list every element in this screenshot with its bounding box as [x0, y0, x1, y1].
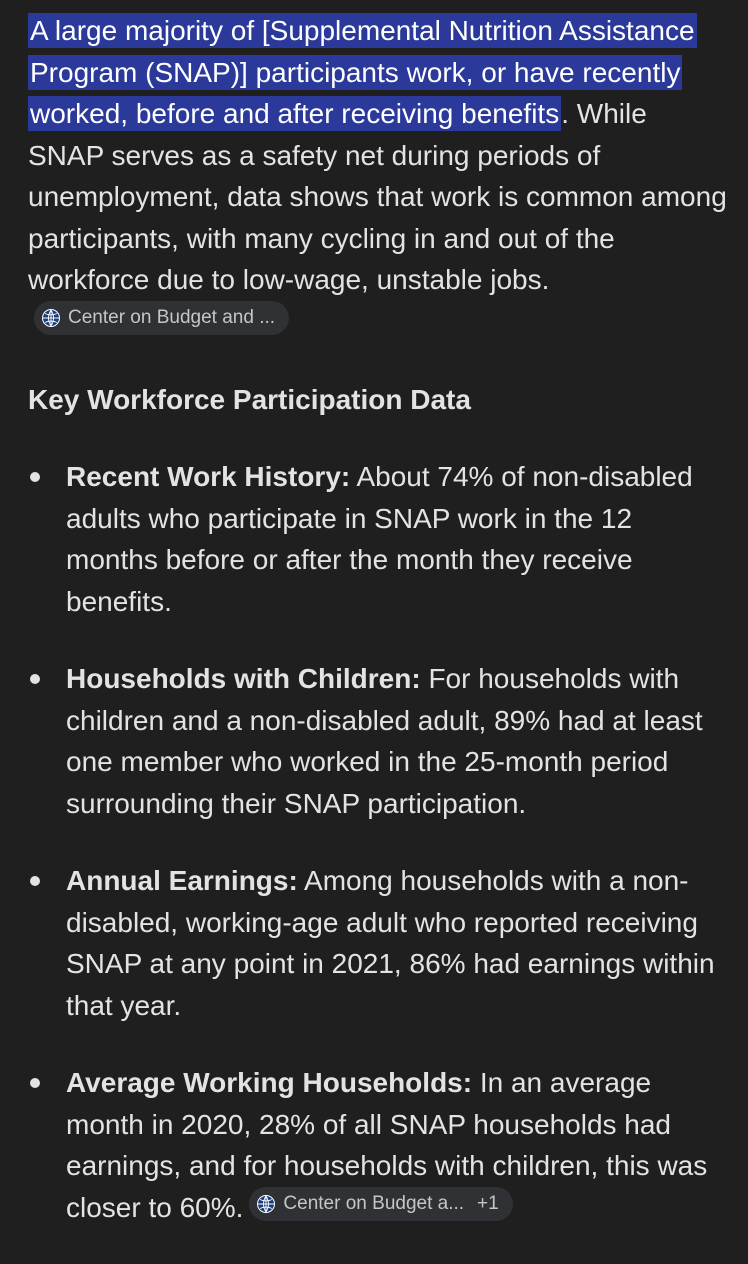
bullet-dot [30, 674, 40, 684]
response-body [28, 10, 728, 1264]
bullet-term: Households with Children: [66, 663, 421, 694]
citation-count: +1 [477, 1192, 499, 1214]
highlighted-text[interactable]: A large majority of [Supplemental Nutrition Assistance Program (SNAP)] participants work, or have recently worked, before and after receiving benefits [30, 15, 695, 129]
list-item [28, 658, 728, 824]
bullet-text: For households with children and a non-disabled adult, 89% had at least one member who worked in the 25-month period surrounding their SNAP participation. [66, 663, 703, 819]
bullet-dot [30, 1078, 40, 1088]
bullet-dot [30, 876, 40, 886]
bullet-term: Annual Earnings: [66, 865, 298, 896]
bullet-text: Among households with a non-disabled, working-age adult who reported receiving SNAP at any point in 2021, 86% had earnings within that year. [66, 865, 715, 1021]
citation-label: Center on Budget and ... [68, 306, 276, 328]
list-item [28, 456, 728, 622]
bullet-term: Recent Work History: [66, 461, 351, 492]
citation-label: Center on Budget a... [283, 1192, 465, 1214]
bullet-term: Average Working Households: [66, 1067, 473, 1098]
intro-paragraph [28, 10, 728, 342]
intro-text: . While SNAP serves as a safety net during periods of unemployment, data shows that work is common among participants, with many cycling in and out of the workforce due to low-wage, unstable jobs. [28, 98, 727, 295]
list-item [28, 860, 728, 1026]
bullet-dot [30, 472, 40, 482]
bullet-text: About 74% of non-disabled adults who participate in SNAP work in the 12 months before or after the month they receive benefits. [66, 461, 693, 617]
globe-icon [41, 308, 61, 328]
globe-icon [256, 1194, 276, 1214]
bullet-list [28, 456, 728, 1228]
citation-chip[interactable] [34, 301, 289, 335]
citation-chip[interactable] [249, 1187, 512, 1221]
section-heading: Key Workforce Participation Data [28, 384, 471, 415]
list-item [28, 1062, 728, 1228]
bullet-text: In an average month in 2020, 28% of all SNAP households had earnings, and for households with children, this was closer to 60%. [66, 1067, 708, 1223]
